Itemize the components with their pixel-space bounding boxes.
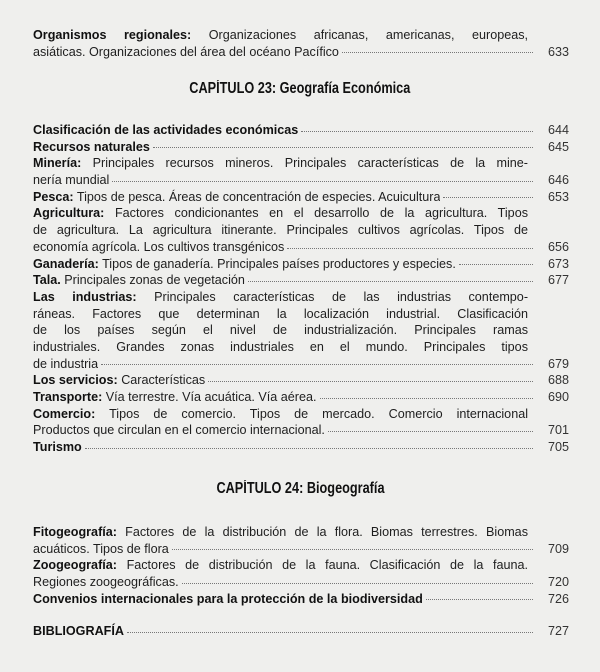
toc-line bbox=[33, 155, 569, 172]
dot-leader bbox=[208, 381, 533, 382]
entry-text bbox=[33, 222, 528, 239]
entry-text bbox=[33, 541, 169, 558]
entry-heading: Recursos naturales bbox=[33, 139, 150, 154]
entry-text bbox=[33, 189, 440, 206]
entry-description: Factores de distribución de la fauna. Clasificación de la fauna. bbox=[116, 558, 528, 573]
entry-text bbox=[33, 172, 109, 189]
page-number: 688 bbox=[547, 373, 569, 388]
entry-description: economía agrícola. Los cultivos transgénicos bbox=[33, 239, 285, 254]
page-number: 656 bbox=[547, 239, 569, 254]
entry-description: de industria bbox=[33, 356, 99, 371]
entry-heading: Convenios internacionales para la protección de la biodiversidad bbox=[33, 591, 423, 606]
entry-heading: Pesca: bbox=[33, 189, 74, 204]
page-number: 679 bbox=[547, 356, 569, 371]
dot-leader bbox=[426, 599, 533, 600]
entry-description: Factores condicionantes en el desarrollo de la agricultura. Tipos bbox=[104, 206, 528, 221]
toc-entry bbox=[33, 389, 569, 406]
entry-text bbox=[33, 439, 82, 456]
entry-text bbox=[33, 339, 528, 356]
toc-entry bbox=[33, 205, 569, 255]
toc-entry bbox=[33, 372, 569, 389]
page-number: 705 bbox=[547, 440, 569, 455]
entry-text bbox=[33, 289, 528, 306]
entry-description: industriales. Grandes zonas industriales en el mundo. Principales tipos bbox=[33, 339, 528, 354]
toc-line bbox=[33, 356, 569, 373]
page-number: 633 bbox=[547, 44, 569, 59]
entry-description: nería mundial bbox=[33, 173, 110, 188]
toc-line bbox=[33, 189, 569, 206]
entry-heading: Fitogeografía: bbox=[33, 525, 117, 539]
entry-description: asiáticas. Organizaciones del área del océano Pacífico bbox=[33, 44, 339, 59]
toc-entry bbox=[33, 27, 569, 60]
toc-line bbox=[33, 541, 569, 558]
entry-description: Regiones zoogeográficas. bbox=[33, 575, 179, 590]
toc-line bbox=[33, 306, 569, 323]
toc-line bbox=[33, 623, 569, 640]
toc-entry bbox=[33, 439, 569, 456]
entry-heading: Clasificación de las actividades económicas bbox=[33, 123, 299, 137]
entry-description: Tipos de pesca. Áreas de concentración de especies. Acuicultura bbox=[73, 189, 441, 204]
toc-entry bbox=[33, 155, 569, 188]
entry-text bbox=[33, 406, 528, 423]
toc-line bbox=[33, 372, 569, 389]
toc-line bbox=[33, 289, 569, 306]
entry-heading: Agricultura: bbox=[33, 206, 105, 221]
toc-line bbox=[33, 557, 569, 574]
page-number: 709 bbox=[547, 541, 569, 556]
chapter-24-entries bbox=[33, 524, 569, 607]
entry-heading: Transporte: bbox=[33, 390, 103, 404]
toc-entry bbox=[33, 139, 569, 156]
toc-entry bbox=[33, 591, 569, 608]
dot-leader bbox=[127, 632, 533, 633]
page-number: 726 bbox=[547, 591, 569, 606]
toc-line bbox=[33, 272, 569, 289]
page-number: 727 bbox=[547, 624, 569, 638]
toc-entry bbox=[33, 557, 569, 590]
dot-leader bbox=[443, 197, 533, 198]
dot-leader bbox=[172, 549, 533, 550]
entry-text bbox=[33, 372, 205, 389]
dot-leader bbox=[342, 52, 533, 53]
chapter-23-heading: CAPÍTULO 23: Geografía Económica bbox=[189, 80, 411, 97]
toc-line bbox=[33, 322, 569, 339]
entry-heading: Tala. bbox=[33, 273, 61, 288]
toc-entry bbox=[33, 122, 569, 139]
dot-leader bbox=[182, 583, 533, 584]
toc-line bbox=[33, 574, 569, 591]
page-number: 673 bbox=[547, 256, 569, 271]
entry-description: Principales recursos mineros. Principales características de la mine- bbox=[81, 156, 528, 171]
dot-leader bbox=[85, 448, 533, 449]
entry-description: Factores de la distribución de la flora. Biomas terrestres. Biomas bbox=[116, 525, 528, 539]
entry-text bbox=[33, 256, 456, 273]
entry-heading: Los servicios: bbox=[33, 373, 118, 388]
entry-text bbox=[33, 122, 298, 139]
toc-line bbox=[33, 44, 569, 61]
dot-leader bbox=[328, 431, 533, 432]
entry-description: Principales zonas de vegetación bbox=[60, 273, 245, 288]
toc-line bbox=[33, 27, 569, 44]
entry-text bbox=[33, 306, 528, 323]
page-number: 690 bbox=[547, 390, 569, 404]
toc-line bbox=[33, 139, 569, 156]
toc-entry bbox=[33, 524, 569, 557]
entry-text bbox=[33, 591, 423, 608]
toc-line bbox=[33, 439, 569, 456]
entry-text bbox=[33, 155, 528, 172]
entry-heading: Comercio: bbox=[33, 406, 96, 421]
entry-text bbox=[33, 239, 284, 256]
entry-text bbox=[33, 623, 124, 640]
toc-entry bbox=[33, 256, 569, 273]
chapter-23-entries bbox=[33, 122, 569, 456]
entry-heading: Minería: bbox=[33, 156, 82, 171]
entry-text bbox=[33, 574, 179, 591]
entry-text bbox=[33, 356, 98, 373]
toc-entry bbox=[33, 623, 569, 640]
toc-line bbox=[33, 389, 569, 406]
toc-line bbox=[33, 222, 569, 239]
entry-description: acuáticos. Tipos de flora bbox=[33, 541, 169, 556]
dot-leader bbox=[287, 248, 533, 249]
entry-description: Productos que circulan en el comercio internacional. bbox=[33, 423, 325, 438]
toc-line bbox=[33, 205, 569, 222]
entry-description: ráneas. Factores que determinan la localización industrial. Clasificación bbox=[33, 306, 528, 321]
entry-text bbox=[33, 205, 528, 222]
toc-line bbox=[33, 422, 569, 439]
toc-line bbox=[33, 239, 569, 256]
toc-entry bbox=[33, 272, 569, 289]
entry-description: Tipos de comercio. Tipos de mercado. Comercio internacional bbox=[95, 406, 528, 421]
page-number: 644 bbox=[547, 123, 569, 137]
page-number: 653 bbox=[547, 189, 569, 204]
entry-description: Principales características de las industrias contempo- bbox=[136, 289, 528, 304]
toc-line bbox=[33, 524, 569, 541]
toc-line bbox=[33, 591, 569, 608]
entry-text bbox=[33, 389, 317, 406]
toc-line bbox=[33, 122, 569, 139]
dot-leader bbox=[112, 181, 533, 182]
entry-description: de agricultura. La agricultura itinerante. Principales cultivos agrícolas. Tipos de bbox=[33, 223, 528, 238]
toc-entry bbox=[33, 289, 569, 372]
toc-line bbox=[33, 256, 569, 273]
page-number: 701 bbox=[547, 423, 569, 438]
entry-heading: Ganadería: bbox=[33, 256, 99, 271]
entry-text bbox=[33, 422, 325, 439]
dot-leader bbox=[320, 398, 534, 399]
entry-text bbox=[33, 557, 528, 574]
entry-description: Vía terrestre. Vía acuática. Vía aérea. bbox=[102, 390, 317, 404]
dot-leader bbox=[153, 147, 533, 148]
entry-heading: Las industrias: bbox=[33, 289, 137, 304]
entry-description: Tipos de ganadería. Principales países productores y especies. bbox=[98, 256, 456, 271]
page-number: 646 bbox=[547, 173, 569, 188]
page-number: 720 bbox=[547, 575, 569, 590]
entry-description: Características bbox=[117, 373, 206, 388]
dot-leader bbox=[301, 131, 533, 132]
dot-leader bbox=[101, 364, 533, 365]
toc-line bbox=[33, 406, 569, 423]
dot-leader bbox=[248, 281, 533, 282]
toc-entry bbox=[33, 406, 569, 439]
entry-text bbox=[33, 272, 245, 289]
page-number: 645 bbox=[547, 139, 569, 154]
toc-entry bbox=[33, 189, 569, 206]
entry-heading: BIBLIOGRAFÍA bbox=[33, 624, 124, 638]
entry-heading: Turismo bbox=[33, 440, 82, 455]
entry-heading: Zoogeografía: bbox=[33, 558, 117, 573]
toc-line bbox=[33, 339, 569, 356]
toc-line bbox=[33, 172, 569, 189]
chapter-24-heading: CAPÍTULO 24: Biogeografía bbox=[215, 480, 385, 497]
page-number: 677 bbox=[547, 273, 569, 288]
entry-text bbox=[33, 44, 339, 61]
entry-text bbox=[33, 139, 150, 156]
bibliography-entry-block bbox=[33, 623, 569, 640]
entry-heading: Organismos regionales: bbox=[33, 28, 192, 42]
entry-description: Organizaciones africanas, americanas, europeas, bbox=[191, 28, 528, 42]
entry-text bbox=[33, 322, 528, 339]
entry-description: de los países según el nivel de industrialización. Principales ramas bbox=[33, 323, 528, 338]
toc-top-section bbox=[33, 27, 569, 60]
entry-text bbox=[33, 27, 528, 44]
entry-text bbox=[33, 524, 528, 541]
dot-leader bbox=[459, 264, 533, 265]
